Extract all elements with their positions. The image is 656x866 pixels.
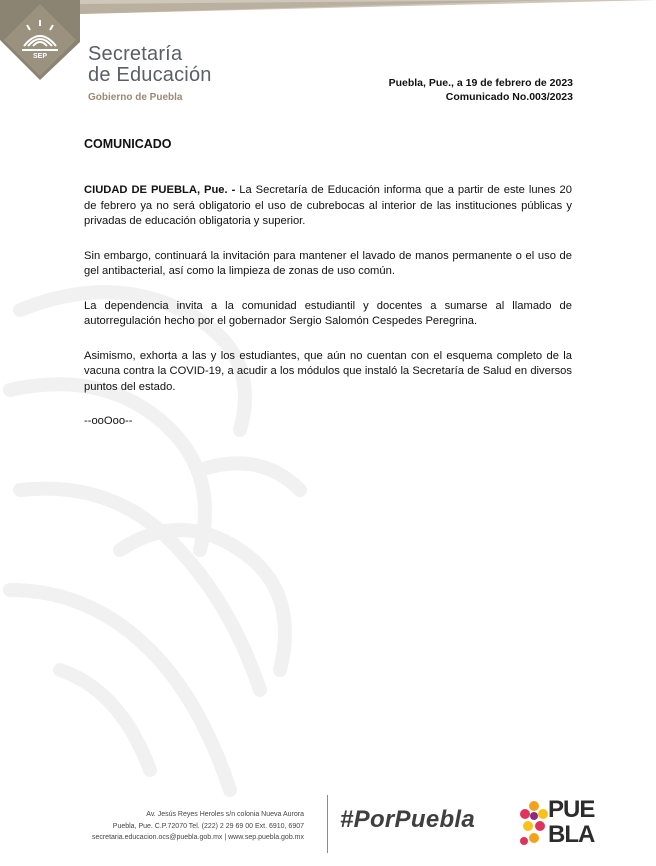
address-line-3: secretaria.educacion.ocs@puebla.gob.mx | www.sep.puebla.gob.mx: [91, 834, 304, 841]
closing-mark: --ooOoo--: [84, 415, 133, 427]
paragraph: Sin embargo, continuará la invitación para mantener el lavado de manos permanente o el uso de gel antibacterial, así como la limpieza de zonas de uso común.: [84, 249, 572, 277]
logo-line-1: PUE: [548, 796, 595, 823]
logo-line-2: BLA: [548, 821, 595, 848]
svg-text:SEP: SEP: [32, 53, 48, 60]
sep-emblem-icon: [0, 0, 80, 80]
document-meta: [389, 76, 573, 104]
date-line: Puebla, Pue., a 19 de febrero de 2023: [388, 77, 573, 89]
brand-subtitle: Gobierno de Puebla: [88, 92, 183, 103]
paragraph-lead: CIUDAD DE PUEBLA, Pue. -: [84, 184, 236, 196]
puebla-logo-text: [548, 797, 594, 847]
footer-hashtag: #PorPuebla: [340, 806, 476, 833]
paragraph: [84, 183, 572, 230]
brand-block: [88, 44, 212, 103]
paragraph: La dependencia invita a la comunidad estudiantil y docentes a sumarse al llamado de autorregulación hecho por el gobernador Sergio Salomón Cespedes Peregrina.: [84, 299, 572, 327]
address-line-1: Av. Jesús Reyes Heroles s/n colonia Nueva Aurora: [146, 811, 304, 818]
address-line-2: Puebla, Pue. C.P.72070 Tel. (222) 2 29 69 00 Ext. 6910, 6907: [112, 822, 304, 830]
brand-line-2: de Educación: [88, 64, 212, 86]
brand-line-1: Secretaría: [88, 43, 183, 65]
paragraph-text: La Secretaría de Educación informa que a partir de este lunes 20 de febrero ya no será obligatorio el uso de cubrebocas al interior de las instituciones públicas y privadas de educación obligatoria y superior.: [84, 184, 572, 227]
footer-divider: [327, 795, 328, 853]
footer-address: [92, 809, 304, 844]
document-body: [84, 183, 572, 449]
comunicado-number: Comunicado No.003/2023: [445, 91, 573, 103]
paragraph: Asimismo, exhorta a las y los estudiantes, que aún no cuentan con el esquema completo de la vacuna contra la COVID-19, a acudir a los módulos que instaló la Secretaría de Salud en diversos puntos del estado.: [84, 349, 572, 393]
document-title: COMUNICADO: [84, 137, 172, 151]
